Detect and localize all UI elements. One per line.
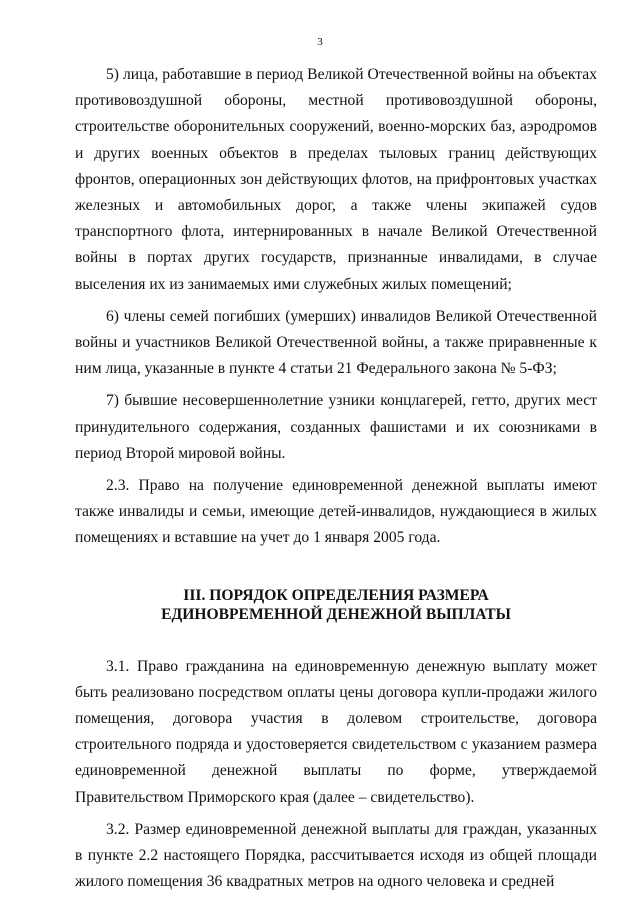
- paragraph-item-6: 6) члены семей погибших (умерших) инвалидов Великой Отечественной войны и участников Великой Отечественной войны, а также приравненные к ним лица, указанные в пункте 4 статьи 21 Федерального закона № 5-ФЗ;: [75, 307, 597, 378]
- paragraph-3-1: 3.1. Право гражданина на единовременную денежную выплату может быть реализовано посредством оплаты цены договора купли-продажи жилого помещения, договора участия в долевом строительстве, договора строительного подряда и удостоверяется свидетельством с указанием размера единовременной денежной выплаты по форме, утверждаемой Правительством Приморского края (далее – свидетельство).: [75, 657, 597, 806]
- document-body: [75, 62, 597, 895]
- section-heading-line-1: III. ПОРЯДОК ОПРЕДЕЛЕНИЯ РАЗМЕРА: [183, 586, 489, 604]
- section-heading-line-2: ЕДИНОВРЕМЕННОЙ ДЕНЕЖНОЙ ВЫПЛАТЫ: [161, 605, 511, 623]
- paragraph-2-3: 2.3. Право на получение единовременной денежной выплаты имеют также инвалиды и семьи, имеющие детей-инвалидов, нуждающиеся в жилых помещениях и вставшие на учет до 1 января 2005 года.: [75, 477, 597, 547]
- paragraph-3-2: 3.2. Размер единовременной денежной выплаты для граждан, указанных в пункте 2.2 настоящего Порядка, рассчитывается исходя из общей площади жилого помещения 36 квадратных метров на одного человека и средней: [75, 820, 597, 891]
- paragraph-item-5: 5) лица, работавшие в период Великой Отечественной войны на объектах противовоздушной обороны, местной противовоздушной обороны, строительстве оборонительных сооружений, военно-морских баз, аэродромов и других военных объектов в пределах тыловых границ действующих фронтов, операционных зон действующих флотов, на прифронтовых участках железных и автомобильных дорог, а также члены экипажей судов транспортного флота, интернированных в начале Великой Отечественной войны в портах других государств, признанные инвалидами, в случае выселения их из занимаемых ими служебных жилых помещений;: [75, 66, 597, 293]
- page-number: 3: [317, 36, 323, 48]
- paragraph-item-7: 7) бывшие несовершеннолетние узники концлагерей, гетто, других мест принудительного содержания, созданных фашистами и их союзниками в период Второй мировой войны.: [75, 392, 597, 462]
- section-heading: [75, 586, 597, 624]
